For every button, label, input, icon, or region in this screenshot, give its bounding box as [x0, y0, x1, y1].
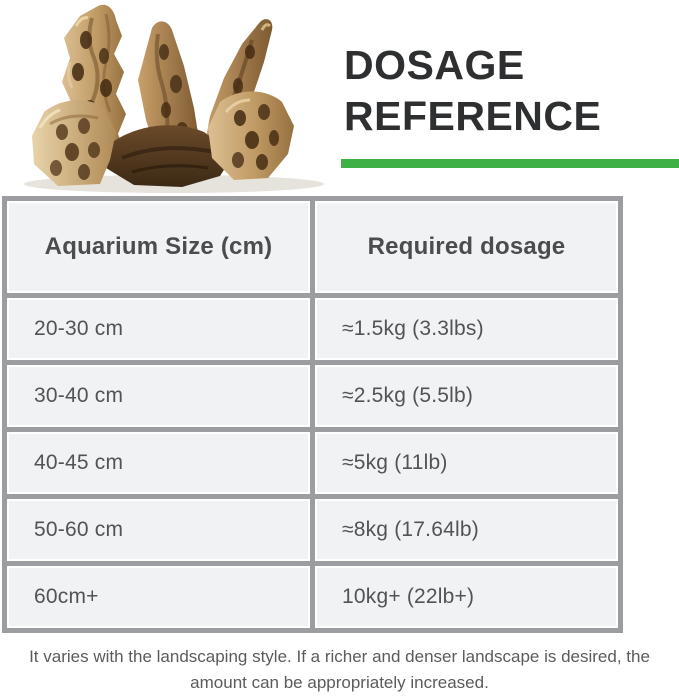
cell-size: 40-45 cm: [5, 430, 313, 497]
header-aquarium-size: Aquarium Size (cm): [5, 199, 313, 296]
table-row: [5, 296, 621, 363]
cell-size: 20-30 cm: [5, 296, 313, 363]
product-photo: [6, 0, 330, 196]
rock-right-cluster: [208, 92, 294, 181]
cell-size: 50-60 cm: [5, 497, 313, 564]
footnote-text: It varies with the landscaping style. If a richer and denser landscape is desired, the amount can be appropriately increased.: [29, 647, 650, 692]
footnote: [0, 644, 679, 696]
title-accent-bar: [341, 159, 679, 168]
table-row: [5, 497, 621, 564]
dragon-stone-rocks-icon: [6, 0, 330, 196]
cell-dosage: ≈1.5kg (3.3lbs): [313, 296, 621, 363]
header-required-dosage: Required dosage: [313, 199, 621, 296]
rock-front-left: [32, 100, 116, 186]
cell-dosage: 10kg+ (22lb+): [313, 564, 621, 631]
cell-dosage: ≈8kg (17.64lb): [313, 497, 621, 564]
table-row: [5, 430, 621, 497]
page-title: [344, 40, 679, 142]
cell-dosage: ≈2.5kg (5.5lb): [313, 363, 621, 430]
table-row: [5, 564, 621, 631]
cell-size: 30-40 cm: [5, 363, 313, 430]
page-title-line1: DOSAGE: [344, 42, 525, 88]
cell-dosage: ≈5kg (11lb): [313, 430, 621, 497]
cell-size: 60cm+: [5, 564, 313, 631]
page-title-line2: REFERENCE: [344, 93, 602, 139]
dosage-reference-table: [2, 196, 623, 633]
table-row: [5, 363, 621, 430]
table-header-row: [5, 199, 621, 296]
